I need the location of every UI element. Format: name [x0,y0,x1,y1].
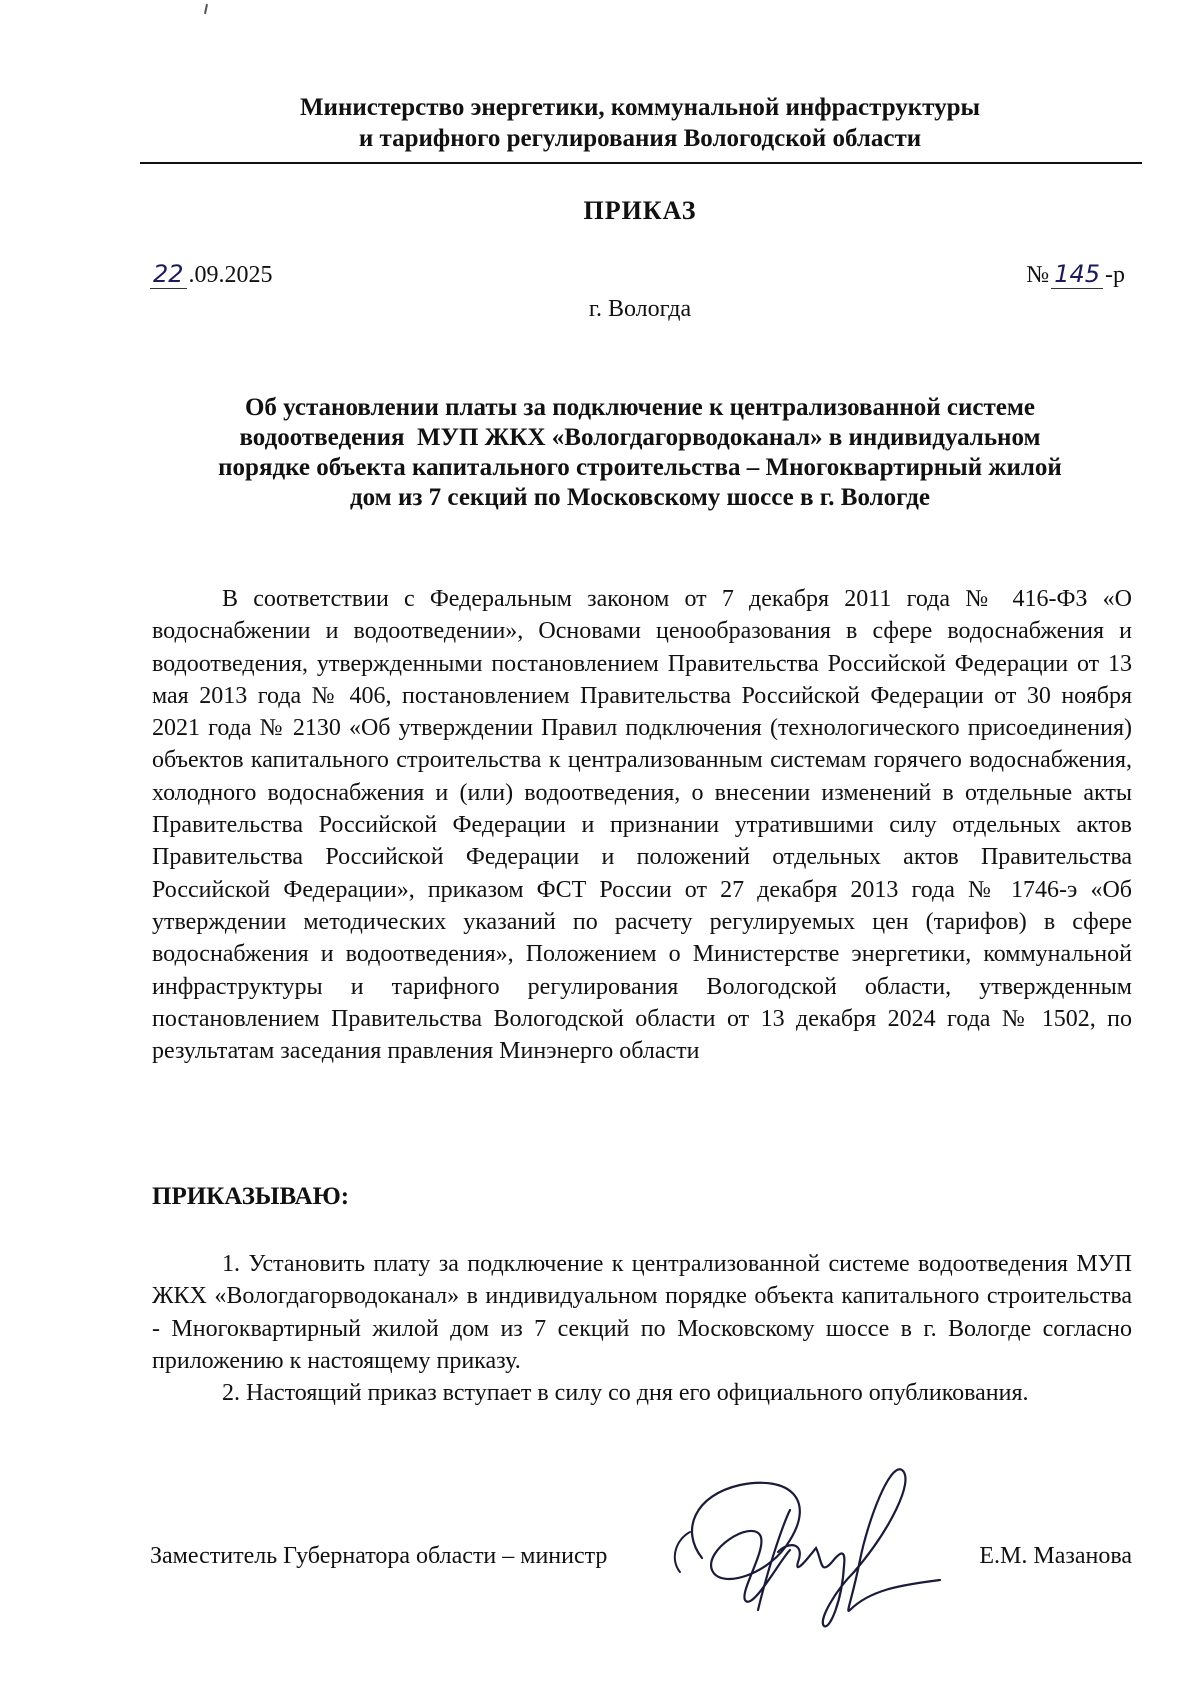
handwritten-order-number: 145 [1051,262,1103,289]
signer-name: Е.М. Мазанова [979,1543,1132,1569]
number-suffix: -р [1105,262,1125,288]
date-month-year: .09.2025 [188,262,273,288]
order-date [150,262,273,289]
header-divider [140,162,1142,164]
order-item-2: 2. Настоящий приказ вступает в силу со дня его официального опубликования. [222,1380,1029,1407]
order-item-1: 1. Установить плату за подключение к централизованной системе водоотведения МУП ЖКХ «Вологдагорводоканал» в индивидуальном порядке объекта капитального строительства - Многоквартирный жилой дом из 7 секций по Московскому шоссе в г. Вологде согласно приложению к настоящему приказу. [152,1251,1132,1374]
ministry-header [140,92,1140,154]
decree-heading: ПРИКАЗЫВАЮ: [152,1183,350,1210]
number-sign: № [1026,262,1050,288]
handwritten-date-day: 22 [150,262,187,289]
preamble-paragraph: В соответствии с Федеральным законом от 7 декабря 2011 года № 416-ФЗ «О водоснабжении и водоотведении», Основами ценообразования в сфере водоснабжения и водоотведения, утвержденными постановлением Правительства Российской Федерации от 13 мая 2013 года № 406, постановлением Правительства Российской Федерации от 30 ноября 2021 года № 2130 «Об утверждении Правил подключения (технологического присоединения) объектов капитального строительства к централизованным системам горячего водоснабжения, холодного водоснабжения и (или) водоотведения, о внесении изменений в отдельные акты Правительства Российской Федерации и признании утратившими силу отдельных актов Правительства Российской Федерации и положений отдельных актов Правительства Российской Федерации», приказом ФСТ России от 27 декабря 2013 года № 1746-э «Об утверждении методических указаний по расчету регулируемых цен (тарифов) в сфере водоснабжения и водоотведения», Положением о Министерстве энергетики, коммунальной инфраструктуры и тарифного регулирования Вологодской области, утвержденным постановлением Правительства Вологодской области от 13 декабря 2024 года № 1502, по результатам заседания правления Минэнерго области [152,586,1132,1065]
subject-line-3: порядке объекта капитального строительства – Многоквартирный жилой [218,454,1062,481]
order-subject [140,393,1140,513]
order-number [1026,262,1125,289]
signer-position: Заместитель Губернатора области – министр [150,1543,608,1569]
scan-mark [204,4,208,14]
order-city: г. Вологда [588,296,692,322]
subject-line-2: водоотведения МУП ЖКХ «Вологдагорводоканал» в индивидуальном [239,424,1041,451]
subject-line-4: дом из 7 секций по Московскому шоссе в г. Вологде [350,484,930,511]
handwritten-signature [640,1440,970,1640]
order-title: ПРИКАЗ [583,196,697,225]
subject-line-1: Об установлении платы за подключение к централизованной системе [244,394,1036,421]
ministry-line-2: и тарифного регулирования Вологодской области [358,125,922,152]
ministry-line-1: Министерство энергетики, коммунальной инфраструктуры [299,94,981,121]
preamble [152,583,1132,1067]
order-items [152,1248,1132,1409]
